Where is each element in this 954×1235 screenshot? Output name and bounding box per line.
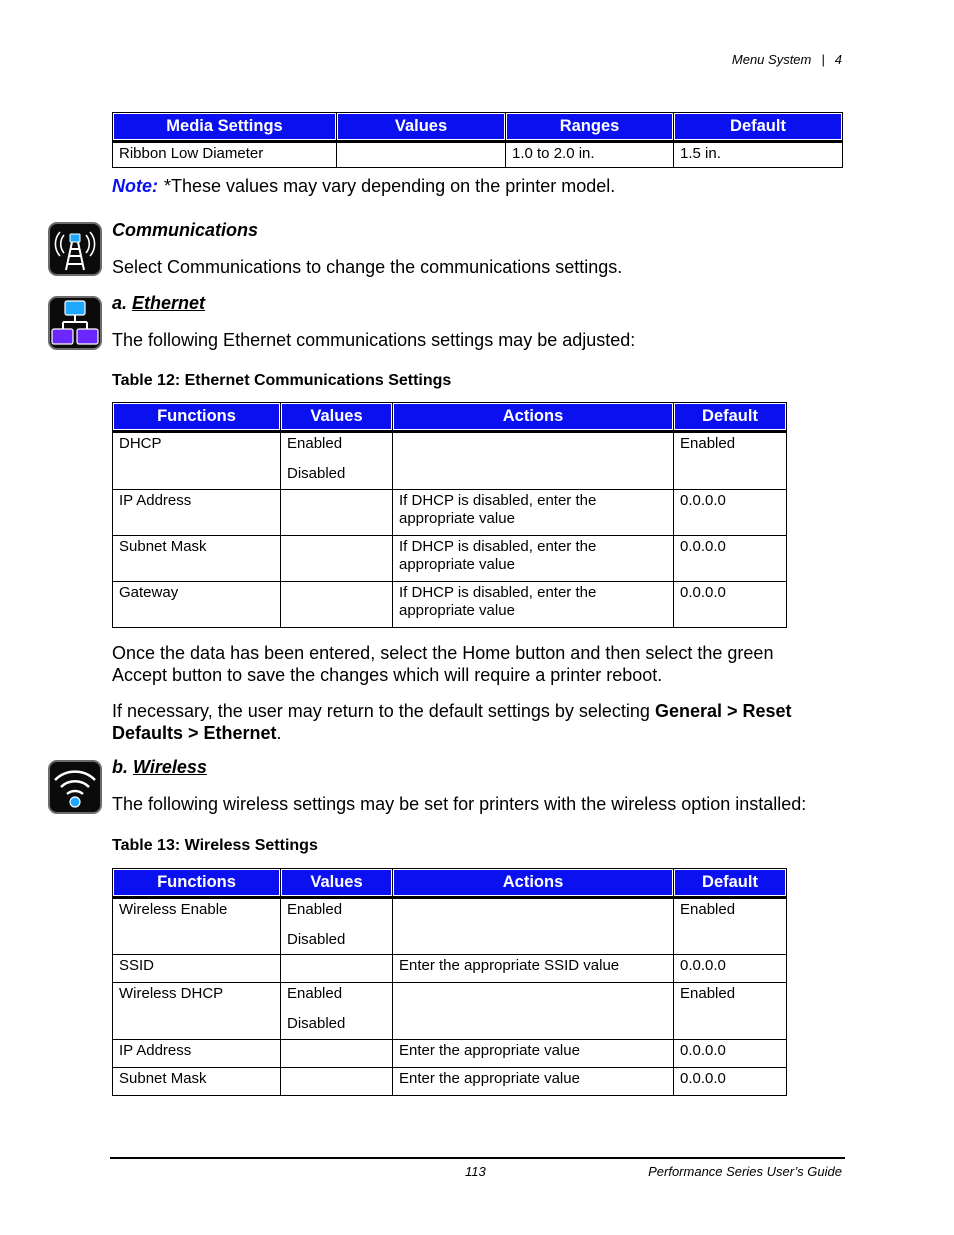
cell-value: Disabled	[287, 1015, 346, 1032]
wireless-title: Wireless	[133, 757, 207, 777]
table-cell	[281, 432, 393, 490]
reset-path-1: General > Reset	[654, 701, 792, 721]
table-cell: Gateway	[113, 582, 281, 628]
table-cell: Wireless DHCP	[113, 983, 281, 1040]
communications-heading: Communications	[112, 220, 259, 240]
ethernet-after-text: Once the data has been entered, select the Home button and then select the green Accept button to save the changes which will require a printer reboot.	[112, 643, 774, 685]
table-cell: 0.0.0.0	[674, 1068, 787, 1096]
wireless-prefix: b.	[112, 757, 128, 777]
cell-value: If DHCP is disabled, enter the	[399, 538, 597, 555]
running-header	[732, 52, 842, 67]
table-cell: Enabled	[674, 898, 787, 955]
table-header-row	[113, 403, 787, 432]
wireless-text: The following wireless settings may be set for printers with the wireless option installed:	[112, 794, 807, 814]
column-header: Functions	[113, 869, 281, 898]
table-cell: Subnet Mask	[113, 536, 281, 582]
table-row	[113, 955, 787, 983]
ethernet-text: The following Ethernet communications settings may be adjusted:	[112, 330, 636, 350]
column-header: Actions	[393, 403, 674, 432]
table-cell	[281, 955, 393, 983]
table-cell	[393, 898, 674, 955]
antenna-tower-icon	[48, 222, 102, 276]
reset-post: .	[276, 723, 282, 743]
column-header: Values	[337, 113, 506, 142]
cell-value: If DHCP is disabled, enter the	[399, 492, 597, 509]
table-cell: Wireless Enable	[113, 898, 281, 955]
table-cell	[393, 432, 674, 490]
column-header: Ranges	[506, 113, 674, 142]
cell-value: Disabled	[287, 465, 346, 482]
table-header-row	[113, 869, 787, 898]
ethernet-settings-table	[112, 402, 787, 628]
table-cell	[281, 536, 393, 582]
table-cell	[281, 582, 393, 628]
table-cell: Enter the appropriate SSID value	[393, 955, 674, 983]
reset-defaults-text	[112, 700, 832, 744]
table-cell	[281, 983, 393, 1040]
table-cell: DHCP	[113, 432, 281, 490]
page-number: 113	[465, 1164, 486, 1179]
communications-text: Select Communications to change the communications settings.	[112, 257, 623, 277]
table-row	[113, 1068, 787, 1096]
wireless-settings-table	[112, 868, 787, 1096]
ethernet-title: Ethernet	[132, 293, 206, 313]
note-text: *These values may vary depending on the printer model.	[164, 176, 616, 196]
network-icon	[48, 296, 102, 350]
column-header: Default	[674, 869, 787, 898]
table-cell: SSID	[113, 955, 281, 983]
table-row	[113, 582, 787, 628]
media-settings-table	[112, 112, 843, 168]
footer-rule	[110, 1157, 845, 1159]
note-label: Note:	[112, 176, 158, 196]
table-row	[113, 983, 787, 1040]
column-header: Actions	[393, 869, 674, 898]
wifi-icon	[48, 760, 102, 814]
table-cell: IP Address	[113, 1040, 281, 1068]
cell-value: Enabled	[287, 901, 343, 918]
table-cell	[281, 490, 393, 536]
reset-pre: If necessary, the user may return to the default settings by selecting	[112, 701, 655, 721]
table-cell: Enter the appropriate value	[393, 1068, 674, 1096]
table-cell: Enter the appropriate value	[393, 1040, 674, 1068]
table-header-row	[113, 113, 843, 142]
table-cell: 1.5 in.	[674, 142, 843, 168]
reset-path-2: Defaults > Ethernet	[112, 723, 277, 743]
guide-title: Performance Series User’s Guide	[648, 1164, 842, 1179]
table-cell: 0.0.0.0	[674, 582, 787, 628]
header-separator: |	[821, 52, 825, 67]
table-cell: 1.0 to 2.0 in.	[506, 142, 674, 168]
cell-value: Disabled	[287, 931, 346, 948]
wireless-heading	[112, 757, 207, 778]
table-cell	[281, 1068, 393, 1096]
table-cell: 0.0.0.0	[674, 955, 787, 983]
table-cell: Ribbon Low Diameter	[113, 142, 337, 168]
table-row	[113, 536, 787, 582]
cell-value: If DHCP is disabled, enter the	[399, 584, 597, 601]
table-cell: 0.0.0.0	[674, 1040, 787, 1068]
table-cell	[281, 1040, 393, 1068]
note	[112, 176, 615, 197]
column-header: Media Settings	[113, 113, 337, 142]
table-cell	[281, 898, 393, 955]
table-cell	[337, 142, 506, 168]
table-row	[113, 490, 787, 536]
table-cell	[393, 536, 674, 582]
header-section: Menu System	[731, 52, 812, 67]
cell-value: appropriate value	[399, 556, 515, 573]
column-header: Values	[281, 403, 393, 432]
column-header: Default	[674, 403, 787, 432]
table-cell	[393, 490, 674, 536]
table-cell: IP Address	[113, 490, 281, 536]
table-row	[113, 1040, 787, 1068]
ethernet-prefix: a.	[112, 293, 128, 313]
ethernet-table-caption: Table 12: Ethernet Communications Settings	[112, 372, 452, 389]
wireless-table-caption: Table 13: Wireless Settings	[112, 837, 318, 854]
cell-value: Enabled	[287, 985, 343, 1002]
column-header: Values	[281, 869, 393, 898]
table-row	[113, 898, 787, 955]
table-cell: 0.0.0.0	[674, 536, 787, 582]
column-header: Functions	[113, 403, 281, 432]
table-cell: Enabled	[674, 432, 787, 490]
ethernet-heading	[112, 293, 205, 314]
table-row	[113, 142, 843, 168]
table-cell: 0.0.0.0	[674, 490, 787, 536]
table-cell	[393, 983, 674, 1040]
header-chapter: 4	[834, 52, 842, 67]
cell-value: Enabled	[287, 435, 343, 452]
cell-value: appropriate value	[399, 510, 515, 527]
table-cell: Enabled	[674, 983, 787, 1040]
column-header: Default	[674, 113, 843, 142]
cell-value: appropriate value	[399, 602, 515, 619]
table-row	[113, 432, 787, 490]
table-cell	[393, 582, 674, 628]
table-cell: Subnet Mask	[113, 1068, 281, 1096]
